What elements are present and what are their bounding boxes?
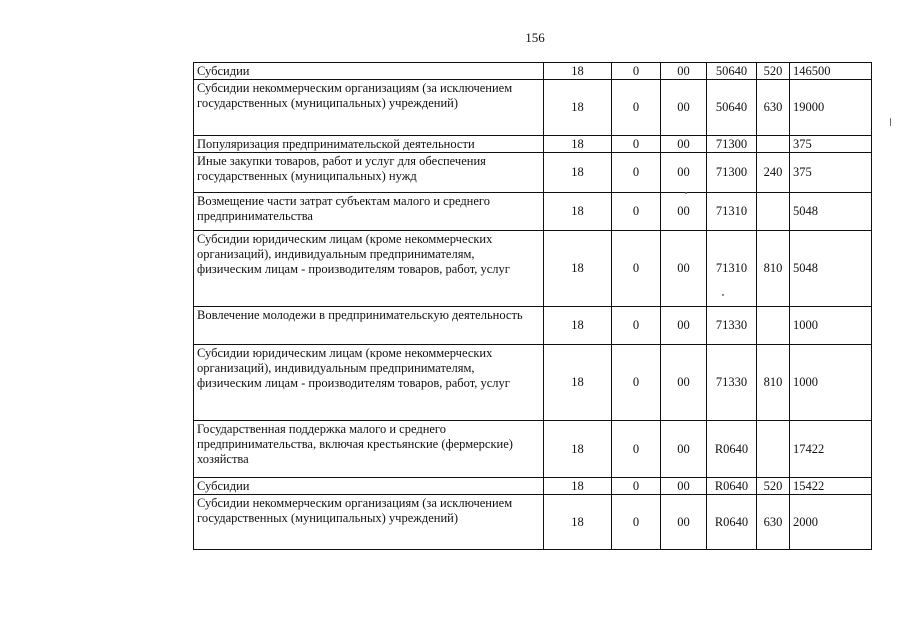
table-row [194,80,872,136]
row-code-1: 18 [544,193,612,231]
row-code-2: 0 [612,478,661,495]
row-code-5: 810 [757,231,790,307]
row-code-4: 71330 [707,345,757,421]
row-code-3: 00 [661,231,707,307]
row-code-3: 00 [661,421,707,478]
row-code-5: 810 [757,345,790,421]
page-number: 156 [525,30,545,45]
row-code-4: R0640 [707,421,757,478]
row-code-5 [757,136,790,153]
row-name: Субсидии юридическим лицам (кроме некоммерческих организаций), индивидуальным предпринимателям, физическим лицам - производителям товаров, работ, услуг [194,231,544,307]
row-name: Популяризация предпринимательской деятельности [194,136,544,153]
row-name: Субсидии [194,63,544,80]
row-code-3: 00 [661,193,707,231]
table-row [194,421,872,478]
row-name: Возмещение части затрат субъектам малого и среднего предпринимательства [194,193,544,231]
row-code-3: 00 [661,345,707,421]
row-code-4: R0640 [707,495,757,550]
row-code-1: 18 [544,478,612,495]
table-row [194,478,872,495]
row-name: Субсидии [194,478,544,495]
row-code-1: 18 [544,421,612,478]
row-code-1: 18 [544,495,612,550]
row-code-2: 0 [612,345,661,421]
row-code-5: 520 [757,478,790,495]
row-sum: 146500 [790,63,872,80]
row-name: Субсидии юридическим лицам (кроме некоммерческих организаций), индивидуальным предпринимателям, физическим лицам - производителям товаров, работ, услуг [194,345,544,421]
row-code-3: 00 [661,136,707,153]
row-code-5: 630 [757,80,790,136]
row-sum: 1000 [790,345,872,421]
row-sum: 19000 [790,80,872,136]
budget-table [193,62,872,550]
row-code-3: 00 [661,478,707,495]
row-code-5 [757,193,790,231]
scan-speck [685,192,687,194]
row-name: Субсидии некоммерческим организациям (за исключением государственных (муниципальных) учреждений) [194,80,544,136]
row-code-3: 00 [661,80,707,136]
row-code-2: 0 [612,136,661,153]
row-code-2: 0 [612,421,661,478]
row-code-5: 520 [757,63,790,80]
row-sum: 2000 [790,495,872,550]
row-sum: 375 [790,136,872,153]
row-sum: 5048 [790,193,872,231]
row-code-5 [757,421,790,478]
row-code-4: 71330 [707,307,757,345]
row-sum: 1000 [790,307,872,345]
row-code-2: 0 [612,153,661,193]
row-name: Государственная поддержка малого и среднего предпринимательства, включая крестьянские (фермерские) хозяйства [194,421,544,478]
row-code-4: 71310 [707,193,757,231]
row-code-2: 0 [612,193,661,231]
row-sum: 17422 [790,421,872,478]
row-code-1: 18 [544,136,612,153]
row-code-5: 240 [757,153,790,193]
row-name: Иные закупки товаров, работ и услуг для обеспечения государственных (муниципальных) нужд [194,153,544,193]
row-sum: 15422 [790,478,872,495]
row-code-1: 18 [544,231,612,307]
row-code-2: 0 [612,495,661,550]
row-sum: 5048 [790,231,872,307]
table-row [194,231,872,307]
row-code-2: 0 [612,307,661,345]
row-code-3: 00 [661,153,707,193]
table-row [194,345,872,421]
table-row [194,193,872,231]
table-row [194,495,872,550]
table-row [194,307,872,345]
scan-speck [722,294,724,296]
scan-speck [890,118,891,126]
table-row [194,63,872,80]
row-code-3: 00 [661,63,707,80]
row-code-4: 50640 [707,80,757,136]
row-code-1: 18 [544,80,612,136]
row-code-3: 00 [661,495,707,550]
row-code-1: 18 [544,307,612,345]
row-code-4: 71300 [707,153,757,193]
row-code-5 [757,307,790,345]
table-row [194,136,872,153]
row-code-5: 630 [757,495,790,550]
row-code-1: 18 [544,63,612,80]
row-code-1: 18 [544,345,612,421]
row-code-2: 0 [612,80,661,136]
row-name: Субсидии некоммерческим организациям (за исключением государственных (муниципальных) учреждений) [194,495,544,550]
row-code-2: 0 [612,63,661,80]
table-row [194,153,872,193]
row-code-4: 50640 [707,63,757,80]
row-code-2: 0 [612,231,661,307]
row-name: Вовлечение молодежи в предпринимательскую деятельность [194,307,544,345]
row-code-1: 18 [544,153,612,193]
row-code-4: R0640 [707,478,757,495]
row-sum: 375 [790,153,872,193]
row-code-3: 00 [661,307,707,345]
row-code-4: 71310 [707,231,757,307]
row-code-4: 71300 [707,136,757,153]
